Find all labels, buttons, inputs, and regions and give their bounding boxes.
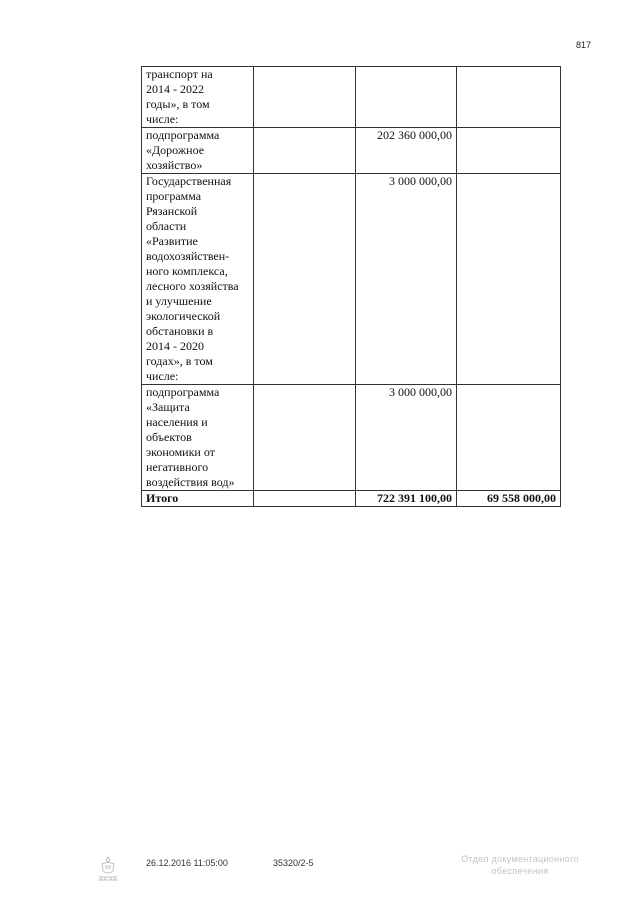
- amount-cell: 3 000 000,00: [356, 174, 457, 385]
- table-row: [142, 128, 561, 174]
- amount-cell: [457, 67, 561, 128]
- stamp-line: обеспечения: [491, 866, 549, 876]
- total-amount-cell: [254, 491, 356, 507]
- total-amount-cell: 69 558 000,00: [457, 491, 561, 507]
- table-row: [142, 385, 561, 491]
- total-amount-cell: 722 391 100,00: [356, 491, 457, 507]
- stamp-line: Отдел документационного: [461, 854, 579, 864]
- footer-document-code: 35320/2-5: [273, 858, 314, 868]
- footer-stamp: [440, 853, 600, 877]
- amount-cell: 202 360 000,00: [356, 128, 457, 174]
- amount-cell: [254, 128, 356, 174]
- program-name-cell: подпрограмма «Дорожное хозяйство»: [142, 128, 254, 174]
- amount-cell: 3 000 000,00: [356, 385, 457, 491]
- amount-cell: [254, 174, 356, 385]
- total-label: Итого: [142, 491, 254, 507]
- program-name-cell: подпрограмма «Защита населения и объектов экономики от негативного воздействия вод»: [142, 385, 254, 491]
- budget-table: [141, 66, 561, 507]
- footer-date: 26.12.2016 11:05:00: [146, 858, 228, 868]
- page-number: 817: [576, 40, 592, 50]
- amount-cell: [356, 67, 457, 128]
- amount-cell: [457, 174, 561, 385]
- table-row: [142, 67, 561, 128]
- amount-cell: [457, 385, 561, 491]
- table-row: [142, 174, 561, 385]
- program-name-cell: Государственная программа Рязанской области «Развитие водохозяйствен- ного комплекса, лесного хозяйства и улучшение экологической обстановки в 2014 - 2020 годах», в том числе:: [142, 174, 254, 385]
- total-row: [142, 491, 561, 507]
- amount-cell: [254, 67, 356, 128]
- coat-of-arms-icon: [96, 855, 120, 883]
- amount-cell: [457, 128, 561, 174]
- amount-cell: [254, 385, 356, 491]
- program-name-cell: транспорт на 2014 - 2022 годы», в том числе:: [142, 67, 254, 128]
